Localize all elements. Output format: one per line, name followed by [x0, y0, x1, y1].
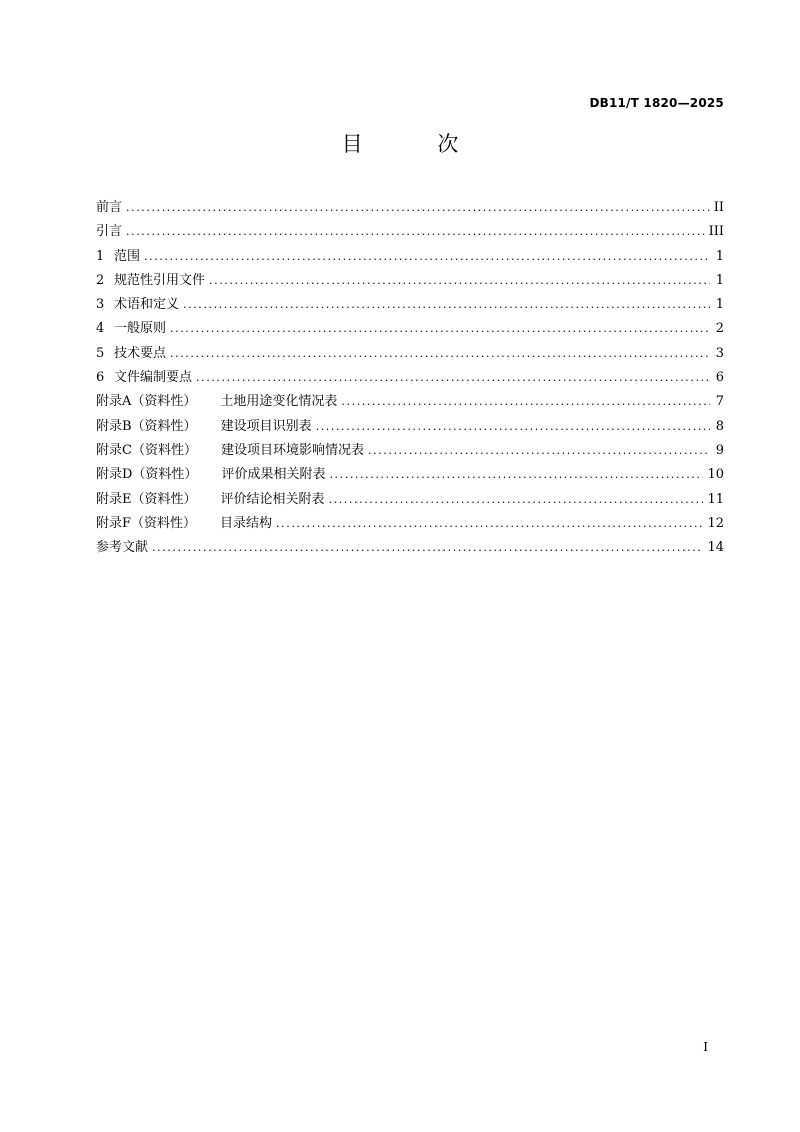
toc-entry-label: 前言 [96, 200, 123, 215]
toc-entry-page: II [713, 200, 724, 215]
toc-entry-label: 引言 [96, 224, 123, 240]
toc-entry[interactable] [96, 220, 724, 244]
toc-entry-page: 8 [715, 418, 724, 434]
toc-entry[interactable] [96, 245, 724, 269]
toc-entry[interactable] [96, 463, 724, 487]
toc-entry[interactable] [96, 366, 724, 390]
table-of-contents [96, 196, 724, 560]
toc-entry-subtitle: 评价成果相关附表 [221, 467, 326, 483]
toc-entry-label: 参考文献 [96, 540, 149, 556]
page-number: I [703, 1040, 708, 1054]
toc-entry[interactable] [96, 317, 724, 341]
toc-entry-page: 1 [715, 272, 724, 288]
toc-dot-leader [329, 463, 703, 487]
toc-entry-label: 规范性引用文件 [114, 272, 206, 288]
toc-entry-page: 1 [715, 248, 724, 264]
toc-entry-page: 3 [715, 345, 724, 361]
toc-entry[interactable] [96, 269, 724, 293]
toc-entry-page: 9 [715, 442, 724, 458]
toc-entry-page: 10 [707, 467, 724, 483]
toc-entry[interactable] [96, 342, 724, 366]
toc-entry-label: 附录B（资料性） [96, 418, 197, 434]
toc-entry[interactable] [96, 536, 724, 560]
toc-entry-label: 术语和定义 [114, 297, 180, 313]
toc-dot-leader [341, 390, 710, 414]
toc-entry-label: 技术要点 [114, 345, 167, 361]
toc-dot-leader [196, 366, 710, 390]
toc-entry[interactable] [96, 439, 724, 463]
toc-dot-leader [183, 293, 710, 317]
page-title: 目 次 [341, 132, 493, 156]
toc-entry-page: 2 [715, 321, 724, 337]
toc-entry-label: 文件编制要点 [114, 370, 193, 386]
toc-entry-page: 6 [715, 370, 724, 386]
toc-dot-leader [170, 342, 710, 366]
toc-entry-page: 12 [707, 515, 724, 531]
toc-entry-number: 3 [96, 297, 105, 313]
toc-entry[interactable] [96, 390, 724, 414]
toc-entry-page: 14 [707, 540, 724, 556]
toc-entry-subtitle: 建设项目环境影响情况表 [220, 442, 364, 458]
toc-entry[interactable] [96, 415, 724, 439]
toc-entry[interactable] [96, 196, 724, 220]
toc-dot-leader [126, 196, 710, 220]
toc-entry[interactable] [96, 488, 724, 512]
toc-entry-label: 附录A（资料性） [96, 394, 197, 410]
document-code: DB11/T 1820—2025 [589, 96, 724, 110]
toc-dot-leader [368, 439, 710, 463]
toc-entry-number: 2 [96, 272, 105, 288]
toc-entry-subtitle: 评价结论相关附表 [220, 491, 325, 507]
toc-entry-page: 11 [707, 491, 724, 507]
toc-entry-number: 4 [96, 321, 105, 337]
toc-dot-leader [316, 415, 710, 439]
toc-dot-leader [276, 512, 703, 536]
toc-dot-leader [152, 536, 703, 560]
toc-dot-leader [209, 269, 710, 293]
toc-entry-label: 范围 [114, 248, 141, 264]
toc-entry-subtitle: 目录结构 [220, 515, 273, 531]
toc-entry[interactable] [96, 293, 724, 317]
toc-entry-number: 5 [96, 345, 105, 361]
toc-entry-number: 1 [96, 248, 105, 264]
toc-dot-leader [126, 220, 705, 244]
toc-dot-leader [329, 488, 704, 512]
toc-dot-leader [170, 317, 710, 341]
toc-entry-subtitle: 土地用途变化情况表 [220, 394, 338, 410]
toc-entry[interactable] [96, 512, 724, 536]
toc-dot-leader [144, 245, 710, 269]
toc-entry-label: 一般原则 [114, 321, 167, 337]
toc-entry-page: 1 [715, 297, 724, 313]
toc-entry-label: 附录F（资料性） [96, 515, 197, 531]
toc-entry-label: 附录E（资料性） [96, 491, 197, 507]
toc-entry-page: III [708, 224, 724, 240]
toc-entry-label: 附录D（资料性） [96, 467, 198, 483]
toc-entry-subtitle: 建设项目识别表 [220, 418, 312, 434]
toc-entry-number: 6 [96, 370, 105, 386]
toc-entry-page: 7 [715, 394, 724, 410]
toc-entry-label: 附录C（资料性） [96, 442, 197, 458]
